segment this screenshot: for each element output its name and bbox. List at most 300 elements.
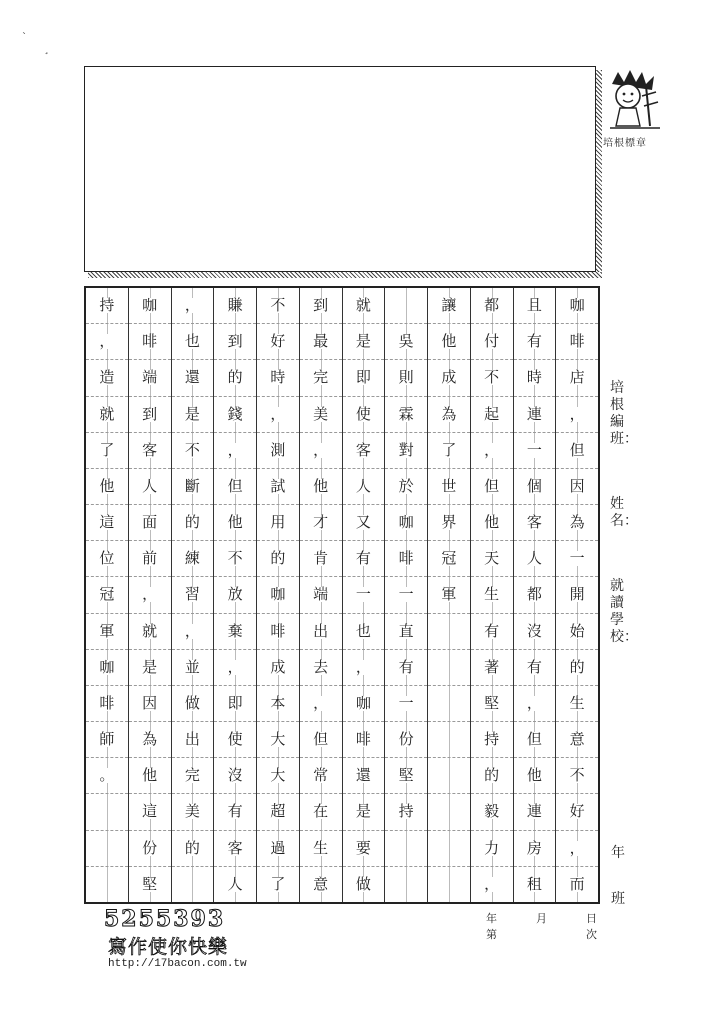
manuscript-char: 因 [142,693,158,712]
manuscript-char: 人 [526,549,542,568]
manuscript-char: 吳 [398,332,414,351]
manuscript-cell [556,433,598,469]
manuscript-cell [214,397,256,433]
manuscript-char: 堅 [484,693,500,712]
manuscript-char: 為 [441,404,457,423]
manuscript-cell [514,867,556,902]
manuscript-char: 並 [184,657,200,676]
manuscript-cell [257,758,299,794]
manuscript-char: 著 [484,657,500,676]
manuscript-cell [343,650,385,686]
manuscript-char: 。 [99,766,115,785]
manuscript-char: 堅 [142,874,158,893]
manuscript-char: 造 [99,368,115,387]
manuscript-char: 他 [526,766,542,785]
manuscript-char: 前 [142,549,158,568]
manuscript-char: ， [313,693,329,712]
manuscript-char: 為 [569,513,585,532]
manuscript-char: 的 [184,513,200,532]
manuscript-char: 位 [99,549,115,568]
manuscript-cell [257,614,299,650]
manuscript-cell [428,614,470,650]
manuscript-cell [471,397,513,433]
manuscript-cell [514,324,556,360]
manuscript-cell [428,650,470,686]
manuscript-char: 但 [484,476,500,495]
manuscript-char: 賺 [227,296,243,315]
manuscript-char: 完 [313,368,329,387]
manuscript-char: 放 [227,585,243,604]
manuscript-char: 好 [270,332,286,351]
sidebar-labels [610,380,638,694]
manuscript-cell [86,577,128,613]
manuscript-char: 的 [484,766,500,785]
manuscript-column [343,288,386,902]
manuscript-char: 的 [270,549,286,568]
manuscript-char: 他 [441,332,457,351]
manuscript-cell [343,722,385,758]
manuscript-char: 咖 [99,657,115,676]
manuscript-cell [428,794,470,830]
manuscript-char: ， [227,657,243,676]
stamp-phone-number: 5255393 [104,906,226,932]
manuscript-cell [471,360,513,396]
manuscript-cell [471,614,513,650]
date-month-label: 月 [536,912,547,925]
manuscript-char: 生 [484,585,500,604]
manuscript-char: 他 [227,513,243,532]
manuscript-cell [556,397,598,433]
manuscript-char: 也 [355,621,371,640]
manuscript-char: 一 [398,585,414,604]
manuscript-char: 咖 [355,693,371,712]
manuscript-char: ， [526,693,542,712]
manuscript-cell [257,433,299,469]
manuscript-cell [214,541,256,577]
manuscript-cell [214,577,256,613]
manuscript-char: 他 [142,766,158,785]
manuscript-cell [214,794,256,830]
manuscript-char: 最 [313,332,329,351]
manuscript-char: ， [184,621,200,640]
manuscript-column [86,288,129,902]
manuscript-cell [343,469,385,505]
manuscript-char: 意 [569,730,585,749]
manuscript-cell [129,541,171,577]
manuscript-char: 一 [569,549,585,568]
manuscript-cell [129,831,171,867]
manuscript-cell [86,867,128,902]
manuscript-cell [385,469,427,505]
manuscript-cell [214,650,256,686]
manuscript-char: 霖 [398,404,414,423]
manuscript-cell [556,469,598,505]
manuscript-cell [343,794,385,830]
manuscript-cell [86,614,128,650]
manuscript-cell [428,288,470,324]
manuscript-cell [343,577,385,613]
manuscript-char: 時 [526,368,542,387]
manuscript-cell [300,686,342,722]
manuscript-cell [471,505,513,541]
manuscript-char: ， [142,585,158,604]
manuscript-char: 沒 [227,766,243,785]
manuscript-cell [257,686,299,722]
manuscript-char: 一 [355,585,371,604]
manuscript-cell [129,433,171,469]
manuscript-cell [300,831,342,867]
manuscript-char: 個 [526,476,542,495]
manuscript-char: 有 [484,621,500,640]
manuscript-char: 堅 [398,766,414,785]
manuscript-cell [129,794,171,830]
manuscript-char: 就 [99,404,115,423]
manuscript-cell [471,288,513,324]
manuscript-cell [556,614,598,650]
manuscript-char: 天 [484,549,500,568]
manuscript-char: 力 [484,838,500,857]
manuscript-char: 有 [526,657,542,676]
manuscript-char: 但 [526,730,542,749]
stamp-url: http://17bacon.com.tw [108,958,247,970]
manuscript-cell [471,794,513,830]
manuscript-cell [172,722,214,758]
manuscript-cell [214,324,256,360]
manuscript-cell [300,505,342,541]
manuscript-cell [343,360,385,396]
manuscript-cell [556,758,598,794]
manuscript-cell [214,758,256,794]
manuscript-char: 因 [569,476,585,495]
manuscript-cell [471,758,513,794]
manuscript-cell [428,469,470,505]
manuscript-cell [385,288,427,324]
manuscript-cell [385,614,427,650]
manuscript-cell [556,650,598,686]
manuscript-cell [385,831,427,867]
sidebar-label-text: 培根編班： [610,380,638,447]
manuscript-char: 冠 [99,585,115,604]
manuscript-char: 用 [270,513,286,532]
stamp-label: 培根標章 [603,138,647,149]
manuscript-cell [428,360,470,396]
manuscript-cell [172,505,214,541]
manuscript-cell [471,324,513,360]
manuscript-char: 在 [313,802,329,821]
manuscript-cell [86,686,128,722]
manuscript-char: 不 [270,296,286,315]
manuscript-cell [556,686,598,722]
manuscript-cell [471,469,513,505]
manuscript-cell [556,360,598,396]
manuscript-cell [172,469,214,505]
manuscript-cell [300,650,342,686]
manuscript-cell [129,397,171,433]
manuscript-cell [172,867,214,902]
manuscript-char: 啡 [569,332,585,351]
manuscript-char: 測 [270,440,286,459]
manuscript-char: 客 [227,838,243,857]
comment-box-shadow [596,70,602,278]
manuscript-column [300,288,343,902]
manuscript-char: 是 [142,657,158,676]
manuscript-cell [86,360,128,396]
date-year-label: 年 [486,912,497,925]
manuscript-cell [428,577,470,613]
manuscript-cell [214,433,256,469]
manuscript-cell [471,577,513,613]
manuscript-cell [343,288,385,324]
manuscript-cell [257,397,299,433]
manuscript-char: 大 [270,730,286,749]
manuscript-char: 大 [270,766,286,785]
manuscript-cell [214,867,256,902]
sidebar-label-text: 姓名： [610,496,638,529]
manuscript-column [556,288,598,902]
manuscript-cell [428,324,470,360]
teacher-comment-box [84,66,596,272]
manuscript-char: ， [355,657,371,676]
manuscript-char: 客 [526,513,542,532]
manuscript-cell [385,867,427,902]
manuscript-char: 對 [398,440,414,459]
manuscript-cell [172,397,214,433]
manuscript-char: 的 [184,838,200,857]
manuscript-char: 持 [484,730,500,749]
manuscript-char: 過 [270,838,286,857]
manuscript-cell [300,288,342,324]
manuscript-cell [343,324,385,360]
manuscript-char: 於 [398,476,414,495]
manuscript-column [471,288,514,902]
manuscript-char: 起 [484,404,500,423]
manuscript-char: 有 [398,657,414,676]
manuscript-char: 而 [569,874,585,893]
manuscript-cell [172,650,214,686]
manuscript-char: 但 [313,730,329,749]
manuscript-cell [514,794,556,830]
manuscript-char: 房 [526,838,542,857]
manuscript-char: 錢 [227,404,243,423]
manuscript-cell [514,614,556,650]
manuscript-char: 出 [184,730,200,749]
manuscript-char: 啡 [270,621,286,640]
manuscript-char: 一 [526,440,542,459]
manuscript-cell [86,505,128,541]
manuscript-char: 份 [142,838,158,857]
manuscript-char: 了 [441,440,457,459]
manuscript-cell [214,288,256,324]
manuscript-cell [514,577,556,613]
manuscript-char: 毅 [484,802,500,821]
manuscript-char: 啡 [355,730,371,749]
manuscript-cell [257,867,299,902]
sidebar-label-text: 就讀學校： [610,578,638,645]
manuscript-cell [385,360,427,396]
manuscript-char: 常 [313,766,329,785]
manuscript-cell [428,867,470,902]
manuscript-char: 不 [484,368,500,387]
manuscript-char: 不 [227,549,243,568]
manuscript-column [514,288,557,902]
manuscript-cell [300,758,342,794]
manuscript-char: 就 [355,296,371,315]
manuscript-char: 好 [569,802,585,821]
manuscript-cell [129,867,171,902]
manuscript-char: 人 [142,476,158,495]
manuscript-char: 完 [184,766,200,785]
manuscript-char: 去 [313,657,329,676]
grade-year-label: 年 [611,845,625,861]
manuscript-cell [172,360,214,396]
manuscript-cell [300,433,342,469]
manuscript-char: ， [313,440,329,459]
manuscript-cell [385,505,427,541]
manuscript-cell [300,360,342,396]
manuscript-cell [556,541,598,577]
manuscript-cell [556,867,598,902]
manuscript-cell [257,577,299,613]
manuscript-char: 了 [270,874,286,893]
manuscript-cell [514,433,556,469]
manuscript-cell [300,614,342,650]
manuscript-char: 肯 [313,549,329,568]
manuscript-cell [172,794,214,830]
manuscript-cell [514,758,556,794]
manuscript-char: 有 [227,802,243,821]
manuscript-cell [214,614,256,650]
manuscript-cell [129,577,171,613]
comment-box-shadow [88,272,602,278]
manuscript-char: 份 [398,730,414,749]
manuscript-char: 又 [355,513,371,532]
manuscript-cell [343,831,385,867]
manuscript-char: 都 [484,296,500,315]
manuscript-cell [385,758,427,794]
manuscript-char: 界 [441,513,457,532]
manuscript-char: 開 [569,585,585,604]
manuscript-cell [257,324,299,360]
manuscript-char: 他 [99,476,115,495]
manuscript-char: 斷 [184,476,200,495]
manuscript-char: 使 [355,404,371,423]
manuscript-cell [300,469,342,505]
manuscript-cell [514,541,556,577]
manuscript-cell [556,324,598,360]
manuscript-char: 則 [398,368,414,387]
manuscript-cell [514,505,556,541]
manuscript-cell [257,360,299,396]
manuscript-char: 才 [313,513,329,532]
manuscript-grid [84,286,600,904]
manuscript-char: 但 [569,440,585,459]
grade-class-label: 班 [611,891,625,907]
manuscript-cell [343,758,385,794]
manuscript-char: 為 [142,730,158,749]
manuscript-char: 啡 [99,693,115,712]
manuscript-cell [86,831,128,867]
manuscript-char: 人 [355,476,371,495]
manuscript-cell [428,541,470,577]
manuscript-cell [428,722,470,758]
manuscript-cell [300,722,342,758]
manuscript-cell [214,469,256,505]
manuscript-cell [86,541,128,577]
manuscript-char: 持 [398,802,414,821]
manuscript-cell [471,867,513,902]
manuscript-cell [129,722,171,758]
manuscript-cell [343,397,385,433]
manuscript-cell [514,288,556,324]
manuscript-char: 軍 [99,621,115,640]
manuscript-cell [172,433,214,469]
manuscript-cell [428,433,470,469]
manuscript-char: 了 [99,440,115,459]
manuscript-cell [300,541,342,577]
manuscript-cell [86,469,128,505]
manuscript-cell [172,831,214,867]
manuscript-cell [471,686,513,722]
manuscript-cell [86,758,128,794]
manuscript-char: 都 [526,585,542,604]
manuscript-char: 始 [569,621,585,640]
manuscript-cell [257,541,299,577]
manuscript-cell [556,722,598,758]
manuscript-cell [514,469,556,505]
manuscript-cell [471,541,513,577]
manuscript-char: 連 [526,802,542,821]
manuscript-char: 超 [270,802,286,821]
manuscript-char: 到 [142,404,158,423]
manuscript-cell [300,867,342,902]
manuscript-char: 就 [142,621,158,640]
manuscript-char: 到 [313,296,329,315]
manuscript-cell [172,577,214,613]
manuscript-char: 習 [184,585,200,604]
manuscript-char: 世 [441,476,457,495]
manuscript-char: 客 [142,440,158,459]
manuscript-cell [343,867,385,902]
manuscript-cell [514,831,556,867]
manuscript-char: 做 [355,874,371,893]
manuscript-char: 咖 [270,585,286,604]
manuscript-char: 美 [313,404,329,423]
manuscript-char: 他 [313,476,329,495]
manuscript-char: 到 [227,332,243,351]
manuscript-cell [428,831,470,867]
manuscript-cell [428,686,470,722]
manuscript-cell [385,794,427,830]
manuscript-cell [343,505,385,541]
manuscript-char: 也 [184,332,200,351]
manuscript-char: 但 [227,476,243,495]
manuscript-char: 練 [184,549,200,568]
manuscript-cell [172,614,214,650]
manuscript-char: 租 [526,874,542,893]
manuscript-char: 人 [227,874,243,893]
manuscript-cell [129,360,171,396]
manuscript-cell [385,722,427,758]
manuscript-cell [385,541,427,577]
manuscript-char: 付 [484,332,500,351]
manuscript-column [428,288,471,902]
manuscript-char: 還 [184,368,200,387]
manuscript-char: 軍 [441,585,457,604]
manuscript-column [257,288,300,902]
manuscript-cell [343,614,385,650]
manuscript-cell [428,758,470,794]
manuscript-cell [172,541,214,577]
